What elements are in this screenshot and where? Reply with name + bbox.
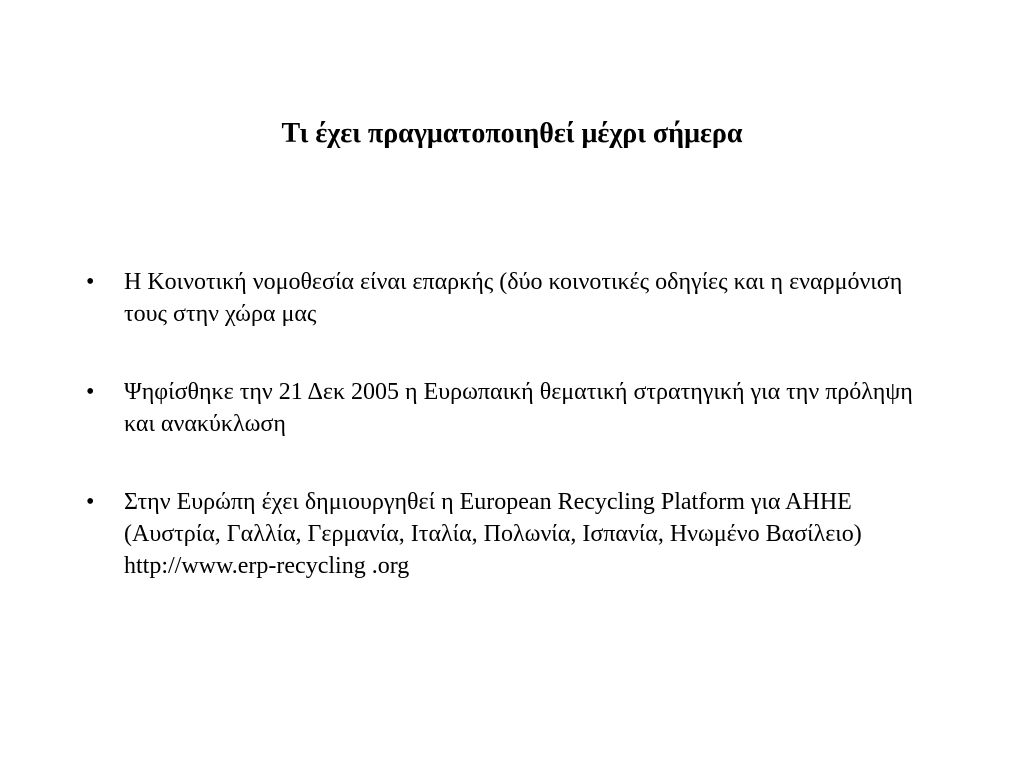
bullet-icon: • — [86, 269, 95, 295]
bullet-item-legislation — [86, 266, 936, 330]
bullet-text: Ψηφίσθηκε την 21 Δεκ 2005 η Ευρωπαική θεματική στρατηγική για την πρόληψη και ανακύκλωση — [124, 379, 913, 437]
bullet-text: Στην Ευρώπη έχει δημιουργηθεί η European Recycling Platform για ΑΗΗΕ (Αυστρία, Γαλλία, Γερμανία, Ιταλία, Πολωνία, Ισπανία, Ηνωμένο Βασίλειο) http://www.erp-recycling .org — [124, 489, 862, 579]
bullet-item-platform — [86, 486, 936, 582]
bullet-list — [86, 266, 936, 628]
bullet-icon: • — [86, 379, 95, 405]
slide-title: Τι έχει πραγματοποιηθεί μέχρι σήμερα — [281, 118, 743, 149]
bullet-icon: • — [86, 489, 95, 515]
bullet-item-strategy — [86, 376, 936, 440]
bullet-text: Η Κοινοτική νομοθεσία είναι επαρκής (δύο κοινοτικές οδηγίες και η εναρμόνιση τους στην χώρα μας — [124, 269, 903, 327]
